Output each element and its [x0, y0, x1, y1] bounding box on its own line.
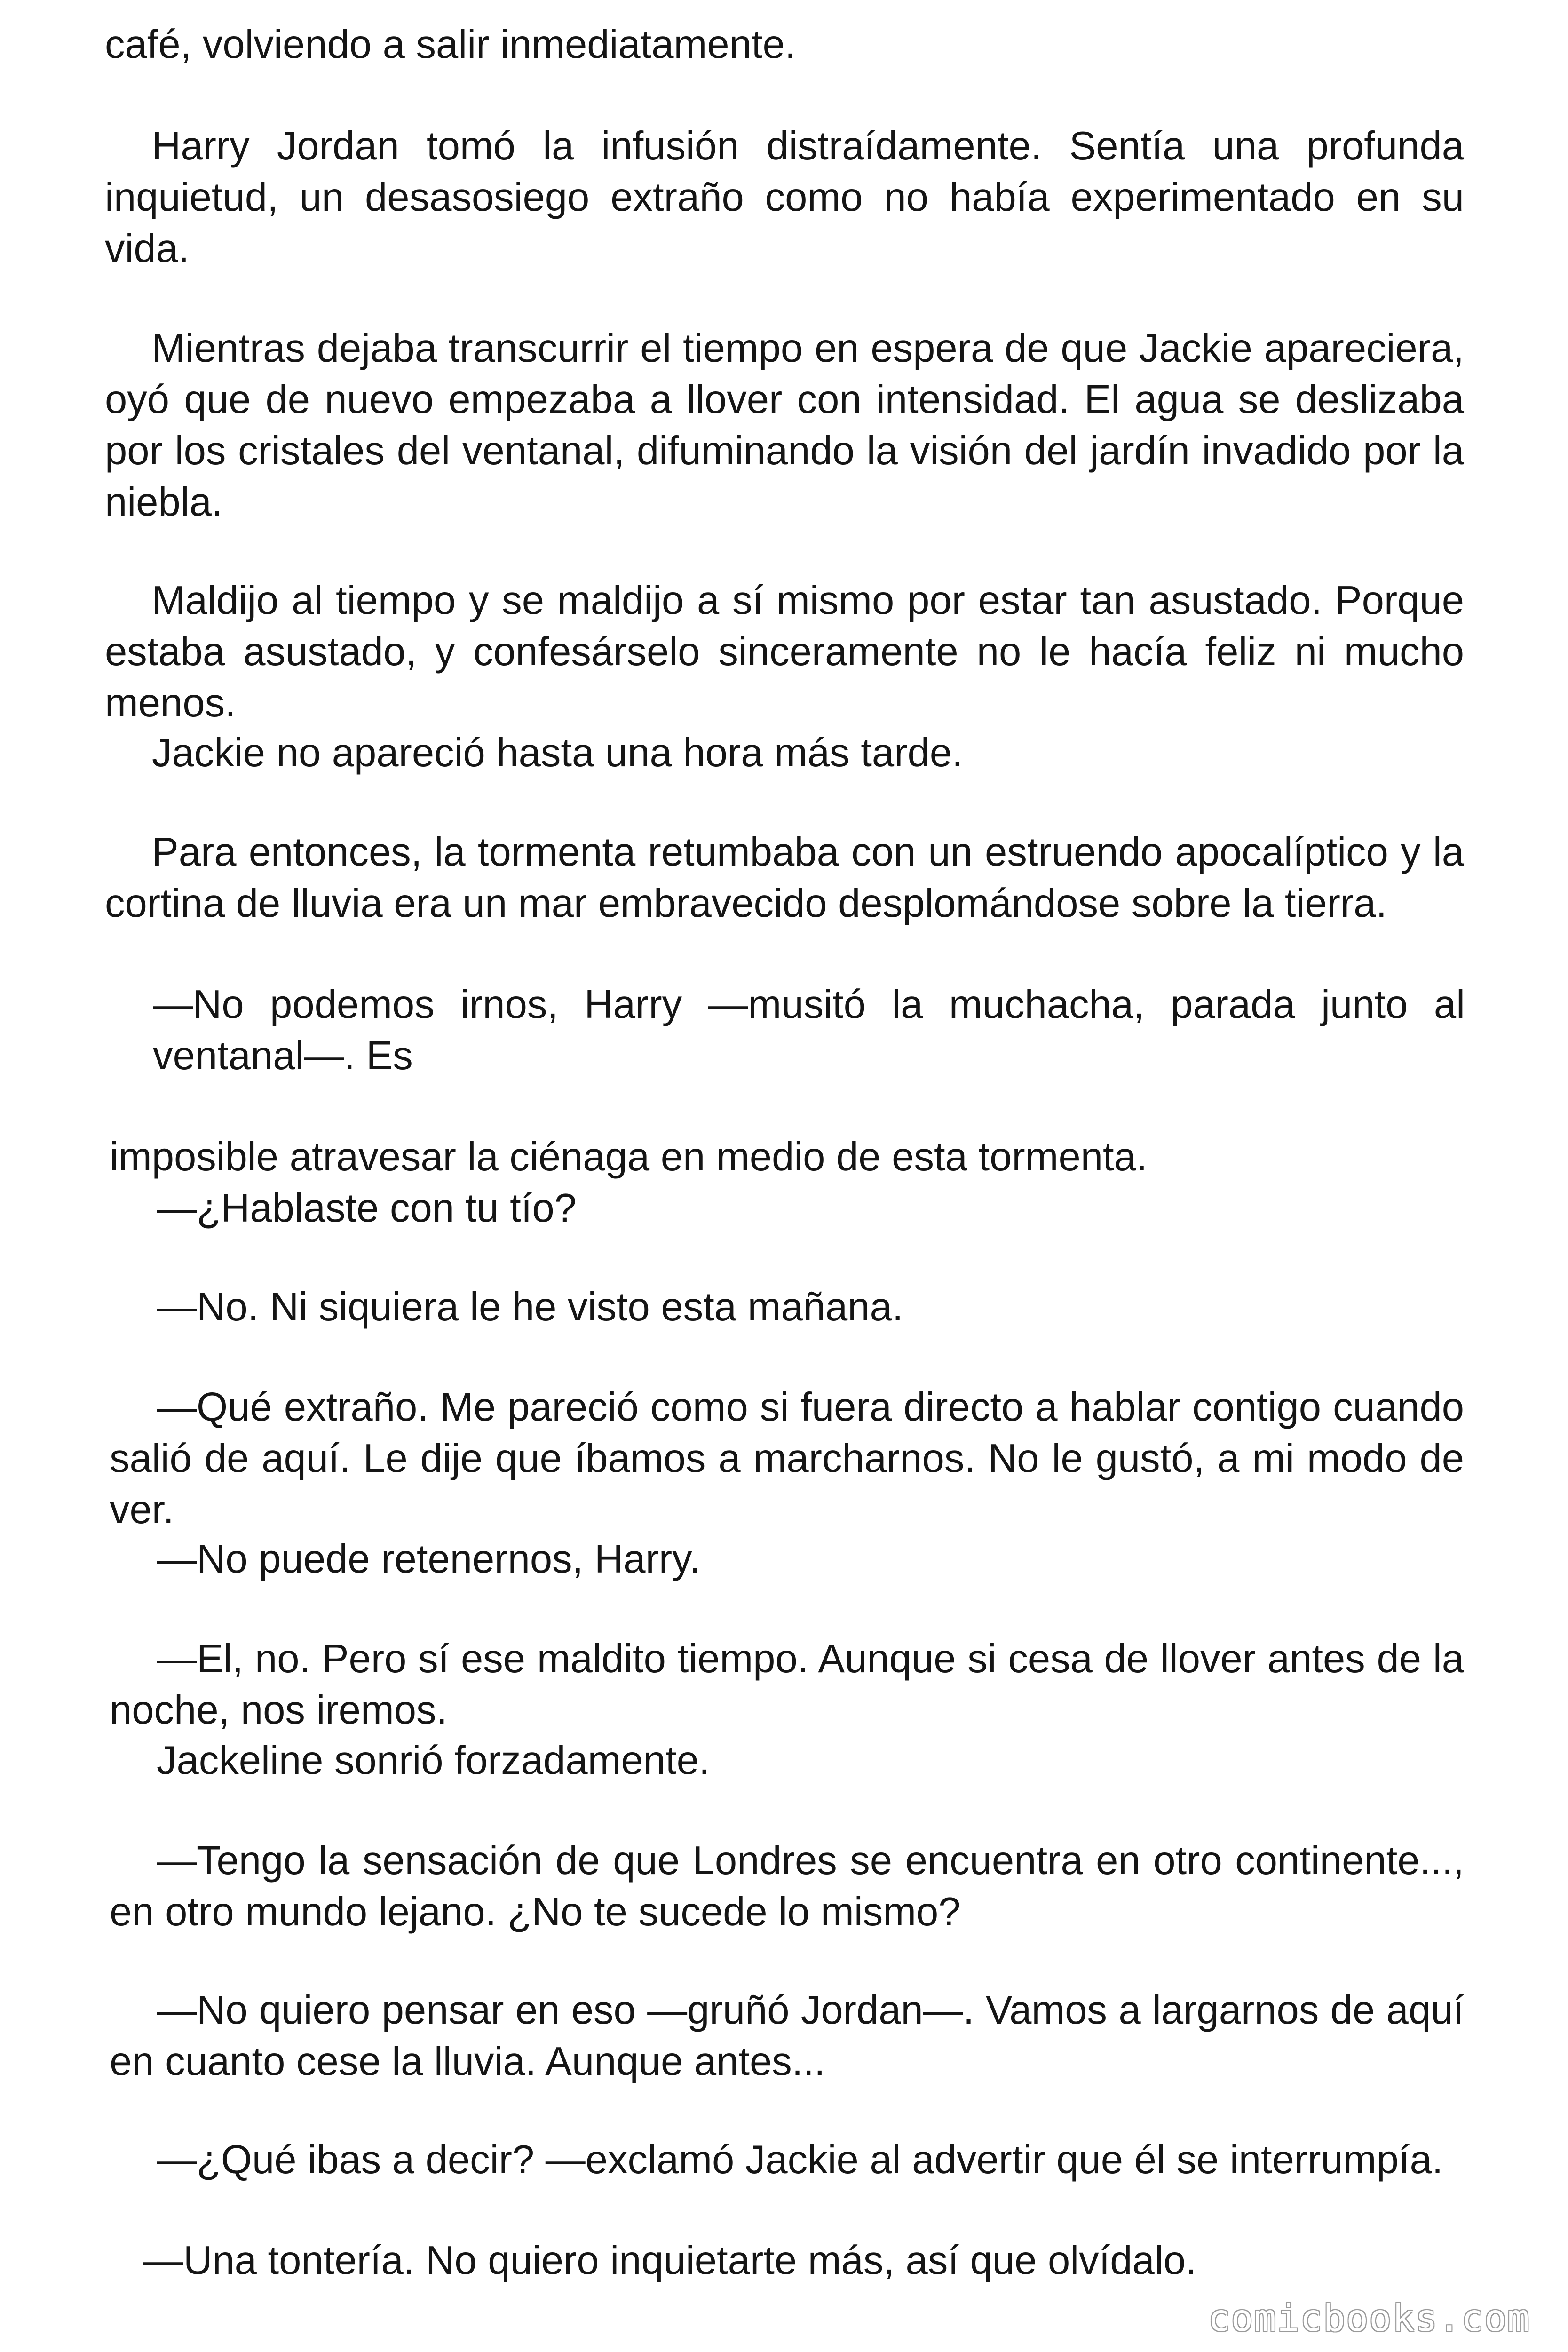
- paragraph: imposible atravesar la ciénaga en medio de esta tormenta.: [110, 1135, 1148, 1179]
- paragraph: Maldijo al tiempo y se maldijo a sí mismo por estar tan asustado. Porque estaba asustado, y confesárselo sinceramente no le hacía feliz ni mucho menos.: [105, 578, 1464, 725]
- paragraph: Jackeline sonrió forzadamente.: [157, 1738, 710, 1783]
- paragraph: —Qué extraño. Me pareció como si fuera directo a hablar contigo cuando salió de aquí. Le dije que íbamos a marcharnos. No le gustó, a mi modo de ver.: [110, 1385, 1464, 1532]
- paragraph: —No quiero pensar en eso —gruñó Jordan—. Vamos a largarnos de aquí en cuanto cese la lluvia. Aunque antes...: [110, 1988, 1464, 2084]
- watermark: comicbooks.com: [1208, 2297, 1530, 2340]
- paragraph: Mientras dejaba transcurrir el tiempo en espera de que Jackie apareciera, oyó que de nuevo empezaba a llover con intensidad. El agua se deslizaba por los cristales del ventanal, difuminando la visión del jardín invadido por la niebla.: [105, 326, 1464, 524]
- paragraph: —¿Hablaste con tu tío?: [157, 1186, 577, 1231]
- paragraph: —No podemos irnos, Harry —musitó la muchacha, parada junto al ventanal—. Es: [153, 982, 1465, 1078]
- paragraph: Jackie no apareció hasta una hora más tarde.: [152, 731, 963, 775]
- paragraph: —No. Ni siquiera le he visto esta mañana.: [157, 1285, 903, 1329]
- paragraph: —El, no. Pero sí ese maldito tiempo. Aunque si cesa de llover antes de la noche, nos iremos.: [110, 1637, 1464, 1732]
- paragraph: —¿Qué ibas a decir? —exclamó Jackie al advertir que él se interrumpía.: [157, 2137, 1443, 2182]
- paragraph: —Tengo la sensación de que Londres se encuentra en otro continente..., en otro mundo lejano. ¿No te sucede lo mismo?: [110, 1838, 1464, 1934]
- paragraph: café, volviendo a salir inmediatamente.: [105, 22, 796, 67]
- paragraph: —Una tontería. No quiero inquietarte más, así que olvídalo.: [143, 2238, 1197, 2283]
- paragraph: —No puede retenernos, Harry.: [157, 1537, 700, 1581]
- paragraph: Para entonces, la tormenta retumbaba con un estruendo apocalíptico y la cortina de lluvia era un mar embravecido desplomándose sobre la tierra.: [105, 830, 1464, 926]
- paragraph: Harry Jordan tomó la infusión distraídamente. Sentía una profunda inquietud, un desasosiego extraño como no había experimentado en su vida.: [105, 124, 1464, 271]
